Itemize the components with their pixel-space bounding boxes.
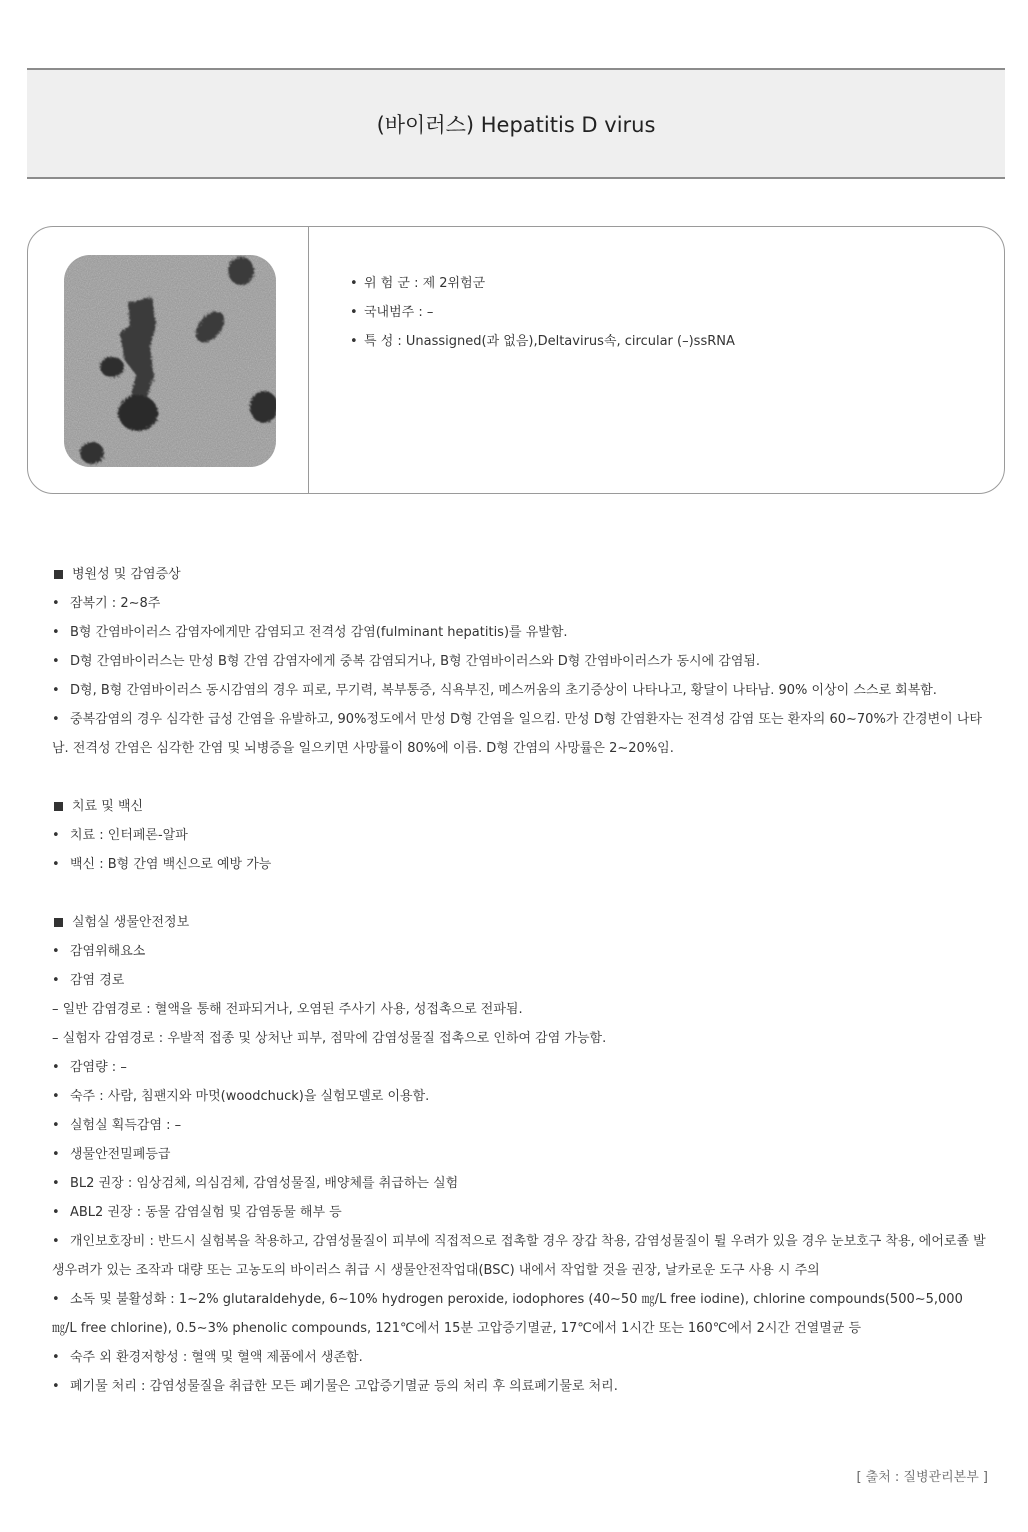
list-item: – 일반 감염경로 : 혈액을 통해 전파되거나, 오염된 주사기 사용, 성접촉으로 전파됨. bbox=[52, 1002, 523, 1017]
list-item: • 숙주 외 환경저항성 : 혈액 및 혈액 제품에서 생존함. bbox=[52, 1350, 363, 1365]
list-item: • 생물안전밀폐등급 bbox=[52, 1147, 171, 1162]
info-item-risk-group: • 위 험 군 : 제 2위험군 bbox=[350, 276, 486, 291]
list-item: • B형 간염바이러스 감염자에게만 감염되고 전격성 감염(fulminant hepatitis)를 유발함. bbox=[52, 625, 568, 640]
list-item: • 개인보호장비 : 반드시 실험복을 착용하고, 감염성물질이 피부에 직접적으로 접촉할 경우 장갑 착용, 감염성물질이 튈 우려가 있을 경우 눈보호구 착용, 에어로졸 발생우려가 있는 조작과 대량 또는 고농도의 바이러스 취급 시 생물안전작업대(BSC) 내에서 작업할 것을 권장, 날카로운 도구 사용 시 주의 bbox=[52, 1234, 986, 1278]
source-credit: [ 출처 : 질병관리본부 ] bbox=[856, 1470, 988, 1485]
list-item: • 감염량 : – bbox=[52, 1060, 127, 1075]
info-item-characteristics: • 특 성 : Unassigned(과 없음),Deltavirus속, circular (–)ssRNA bbox=[350, 334, 735, 349]
list-item: – 실험자 감염경로 : 우발적 접종 및 상처난 피부, 점막에 감염성물질 접촉으로 인하여 감염 가능함. bbox=[52, 1031, 607, 1046]
list-item: • 백신 : B형 간염 백신으로 예방 가능 bbox=[52, 857, 272, 872]
list-item: • 중복감염의 경우 심각한 급성 간염을 유발하고, 90%정도에서 만성 D형 간염을 일으킴. 만성 D형 간염환자는 전격성 감염 또는 환자의 60∼70%가 간경변이 나타남. 전격성 간염은 심각한 간염 및 뇌병증을 일으키면 사망률이 80%에 이름. D형 간염의 사망률은 2∼20%임. bbox=[52, 712, 982, 756]
list-item: • 소독 및 불활성화 : 1∼2% glutaraldehyde, 6∼10% hydrogen peroxide, iodophores (40∼50 ㎎/L free iodine), chlorine compounds(500∼5,000㎎/L free chlorine), 0.5∼3% phenolic compounds, 121℃에서 15분 고압증기멸균, 17℃에서 1시간 또는 160℃에서 2시간 건열멸균 등 bbox=[52, 1292, 963, 1336]
content-body bbox=[52, 560, 987, 1401]
list-item: • ABL2 권장 : 동물 감염실험 및 감염동물 해부 등 bbox=[52, 1205, 342, 1220]
list-item: • 치료 : 인터페론-알파 bbox=[52, 828, 188, 843]
list-item: • 폐기물 처리 : 감염성물질을 취급한 모든 폐기물은 고압증기멸균 등의 처리 후 의료폐기물로 처리. bbox=[52, 1379, 618, 1394]
list-item: • 숙주 : 사람, 침팬지와 마멋(woodchuck)을 실험모델로 이용함. bbox=[52, 1089, 430, 1104]
list-item: • D형, B형 간염바이러스 동시감염의 경우 피로, 무기력, 복부통증, 식욕부진, 메스꺼움의 초기증상이 나타나고, 황달이 나타남. 90% 이상이 스스로 회복함. bbox=[52, 683, 937, 698]
section-heading-lab: 실험실 생물안전정보 bbox=[52, 908, 987, 937]
section-heading-treatment: 치료 및 백신 bbox=[52, 792, 987, 821]
virus-micrograph bbox=[64, 255, 276, 467]
info-item-domestic-category: • 국내범주 : – bbox=[350, 305, 434, 320]
title-band bbox=[27, 68, 1005, 179]
image-cell bbox=[28, 227, 309, 493]
info-list bbox=[350, 273, 735, 360]
section-heading-pathogen: 병원성 및 감염증상 bbox=[52, 560, 987, 589]
list-item: • 감염 경로 bbox=[52, 973, 125, 988]
list-item: • 잠복기 : 2∼8주 bbox=[52, 596, 161, 611]
list-item: • 실험실 획득감염 : – bbox=[52, 1118, 182, 1133]
list-item: • BL2 권장 : 임상검체, 의심검체, 감염성물질, 배양체를 취급하는 실험 bbox=[52, 1176, 459, 1191]
list-item: • 감염위해요소 bbox=[52, 944, 146, 959]
page-title: (바이러스) Hepatitis D virus bbox=[376, 112, 656, 137]
list-item: • D형 간염바이러스는 만성 B형 간염 감염자에게 중복 감염되거나, B형 간염바이러스와 D형 간염바이러스가 동시에 감염됨. bbox=[52, 654, 761, 669]
info-card bbox=[27, 226, 1005, 494]
